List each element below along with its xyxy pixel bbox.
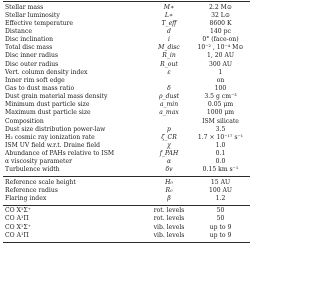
- parameter-name: Effective temperature: [5, 19, 73, 27]
- table-row: [3, 101, 250, 109]
- parameter-symbol: δv: [165, 166, 173, 174]
- parameter-symbol: R_in: [162, 52, 176, 60]
- parameter-symbol: ρ_dust: [158, 93, 180, 101]
- parameter-value: 1, 20 AU: [207, 52, 234, 60]
- parameter-name: Gas to dust mass ratio: [5, 85, 75, 92]
- parameter-value: 300 AU: [208, 60, 233, 68]
- parameter-value: 100: [214, 85, 227, 92]
- parameter-name: Dust grain material mass density: [5, 93, 108, 101]
- parameter-name: Maximum dust particle size: [5, 109, 91, 117]
- parameter-name: Inner rim soft edge: [5, 76, 65, 84]
- parameter-value: 2.2 M⊙: [209, 3, 232, 11]
- parameter-symbol: L∗: [164, 11, 174, 19]
- parameter-name: CO X¹Σ⁺: [5, 223, 31, 231]
- parameter-name: Vert. column density index: [5, 68, 88, 76]
- table-row: [3, 77, 250, 85]
- parameter-symbol: χ: [167, 141, 171, 149]
- parameter-name: Reference scale height: [5, 178, 76, 186]
- table-row: [3, 134, 250, 142]
- parameter-symbol: R₀: [165, 186, 173, 194]
- table-row: [3, 52, 250, 60]
- parameter-value: 140 pc: [210, 28, 231, 36]
- parameter-name: Dust size distribution power-law: [5, 125, 106, 133]
- parameter-symbol: vib. levels: [153, 231, 185, 239]
- parameter-name: ISM UV field w.r.t. Draine field: [5, 141, 100, 149]
- parameter-name: CO A¹Π: [5, 215, 29, 223]
- parameter-symbol: p: [167, 125, 171, 133]
- parameter-symbol: M∗: [163, 3, 175, 11]
- table-row: [3, 36, 250, 44]
- table-row: [3, 118, 250, 126]
- table-row: [3, 232, 250, 240]
- parameter-value: 8600 K: [209, 19, 232, 27]
- parameter-value: on: [216, 76, 225, 84]
- parameter-symbol: rot. levels: [153, 207, 185, 215]
- parameter-name: Flaring index: [5, 195, 47, 203]
- parameter-name: α viscosity parameter: [5, 158, 72, 166]
- table-row: [3, 85, 250, 93]
- parameter-value: 1.7 × 10⁻¹⁷ s⁻¹: [197, 133, 244, 141]
- parameter-symbol: rot. levels: [153, 215, 185, 223]
- table-row: [3, 150, 250, 158]
- parameter-symbol: vib. levels: [153, 223, 185, 231]
- table-row: [3, 126, 250, 134]
- table-row: [3, 28, 250, 36]
- parameter-value: up to 9: [209, 223, 232, 231]
- table-row: [3, 4, 250, 12]
- parameter-symbol: a_max: [159, 109, 179, 117]
- table-row: [3, 207, 250, 215]
- parameter-name: Minimum dust particle size: [5, 101, 90, 109]
- parameter-symbol: M_disc: [158, 44, 180, 52]
- parameter-symbol: β: [167, 195, 171, 203]
- parameter-symbol: δ: [167, 85, 171, 92]
- table-row: [3, 12, 250, 20]
- parameter-value: 3.5 g cm⁻³: [204, 93, 237, 101]
- parameter-symbol: ζ_CR: [161, 133, 177, 141]
- parameter-value: 100 AU: [208, 186, 233, 194]
- parameter-value: 0.15 km s⁻¹: [202, 166, 239, 174]
- parameter-table: [3, 1, 250, 243]
- parameter-name: Stellar luminosity: [5, 11, 60, 19]
- parameter-value: 0.1: [215, 150, 226, 158]
- table-row: [3, 109, 250, 117]
- parameter-name: Composition: [5, 117, 44, 125]
- parameter-name: CO A¹Π: [5, 231, 29, 239]
- parameter-name: Disc outer radius: [5, 60, 59, 68]
- parameter-symbol: α: [166, 158, 172, 166]
- parameter-symbol: T_eff: [161, 19, 177, 27]
- parameter-value: 0.05 μm: [207, 101, 234, 109]
- parameter-value: 0.0: [215, 158, 226, 166]
- parameter-value: 15 AU: [210, 178, 231, 186]
- table-row: [3, 195, 250, 203]
- table-row: [3, 61, 250, 69]
- bottom-rule: [3, 242, 250, 243]
- parameter-name: Disc inclination: [5, 36, 54, 44]
- parameter-value: ISM silicate: [202, 117, 239, 125]
- parameter-name: Reference radius: [5, 186, 58, 194]
- parameter-symbol: d: [167, 28, 171, 36]
- parameter-name: CO X¹Σ⁺: [5, 207, 31, 215]
- parameter-value: 10⁻² , 10⁻⁴ M⊙: [197, 44, 244, 52]
- table-row: [3, 158, 250, 166]
- table-row: [3, 44, 250, 52]
- parameter-name: Distance: [5, 28, 32, 36]
- parameter-symbol: a_min: [159, 101, 179, 109]
- parameter-symbol: [147, 118, 191, 126]
- parameter-value: 1: [218, 68, 223, 76]
- parameter-value: 1000 μm: [206, 109, 235, 117]
- parameter-name: Abundance of PAHs relative to ISM: [5, 150, 115, 158]
- parameter-name: Stellar mass: [5, 3, 44, 11]
- table-row: [3, 215, 250, 223]
- parameter-symbol: f_PAH: [159, 150, 179, 158]
- table-row: [3, 93, 250, 101]
- table-row: [3, 187, 250, 195]
- parameter-name: Disc inner radius: [5, 52, 59, 60]
- parameter-value: 1.2: [215, 195, 226, 203]
- parameter-symbol: [147, 77, 191, 85]
- parameter-name: Total disc mass: [5, 44, 53, 52]
- table-row: [3, 224, 250, 232]
- parameter-value: up to 9: [209, 231, 232, 239]
- table-body: [3, 2, 250, 242]
- parameter-symbol: R_out: [160, 60, 178, 68]
- parameter-value: 32 L⊙: [211, 11, 230, 19]
- parameter-value: 0° (face-on): [202, 36, 239, 44]
- table-row: [3, 142, 250, 150]
- parameter-name: H₂ cosmic ray ionization rate: [5, 133, 95, 141]
- table-row: [3, 20, 250, 28]
- parameter-value: 50: [216, 215, 225, 223]
- parameter-symbol: ε: [167, 68, 171, 76]
- parameter-name: Turbulence width: [5, 166, 60, 174]
- parameter-value: 50: [216, 207, 225, 215]
- parameter-value: 1.0: [215, 141, 226, 149]
- parameter-value: 3.5: [215, 125, 226, 133]
- table-row: [3, 179, 250, 187]
- parameter-symbol: i: [168, 36, 170, 44]
- table-row: [3, 166, 250, 174]
- parameter-symbol: H₀: [165, 178, 173, 186]
- table-row: [3, 69, 250, 77]
